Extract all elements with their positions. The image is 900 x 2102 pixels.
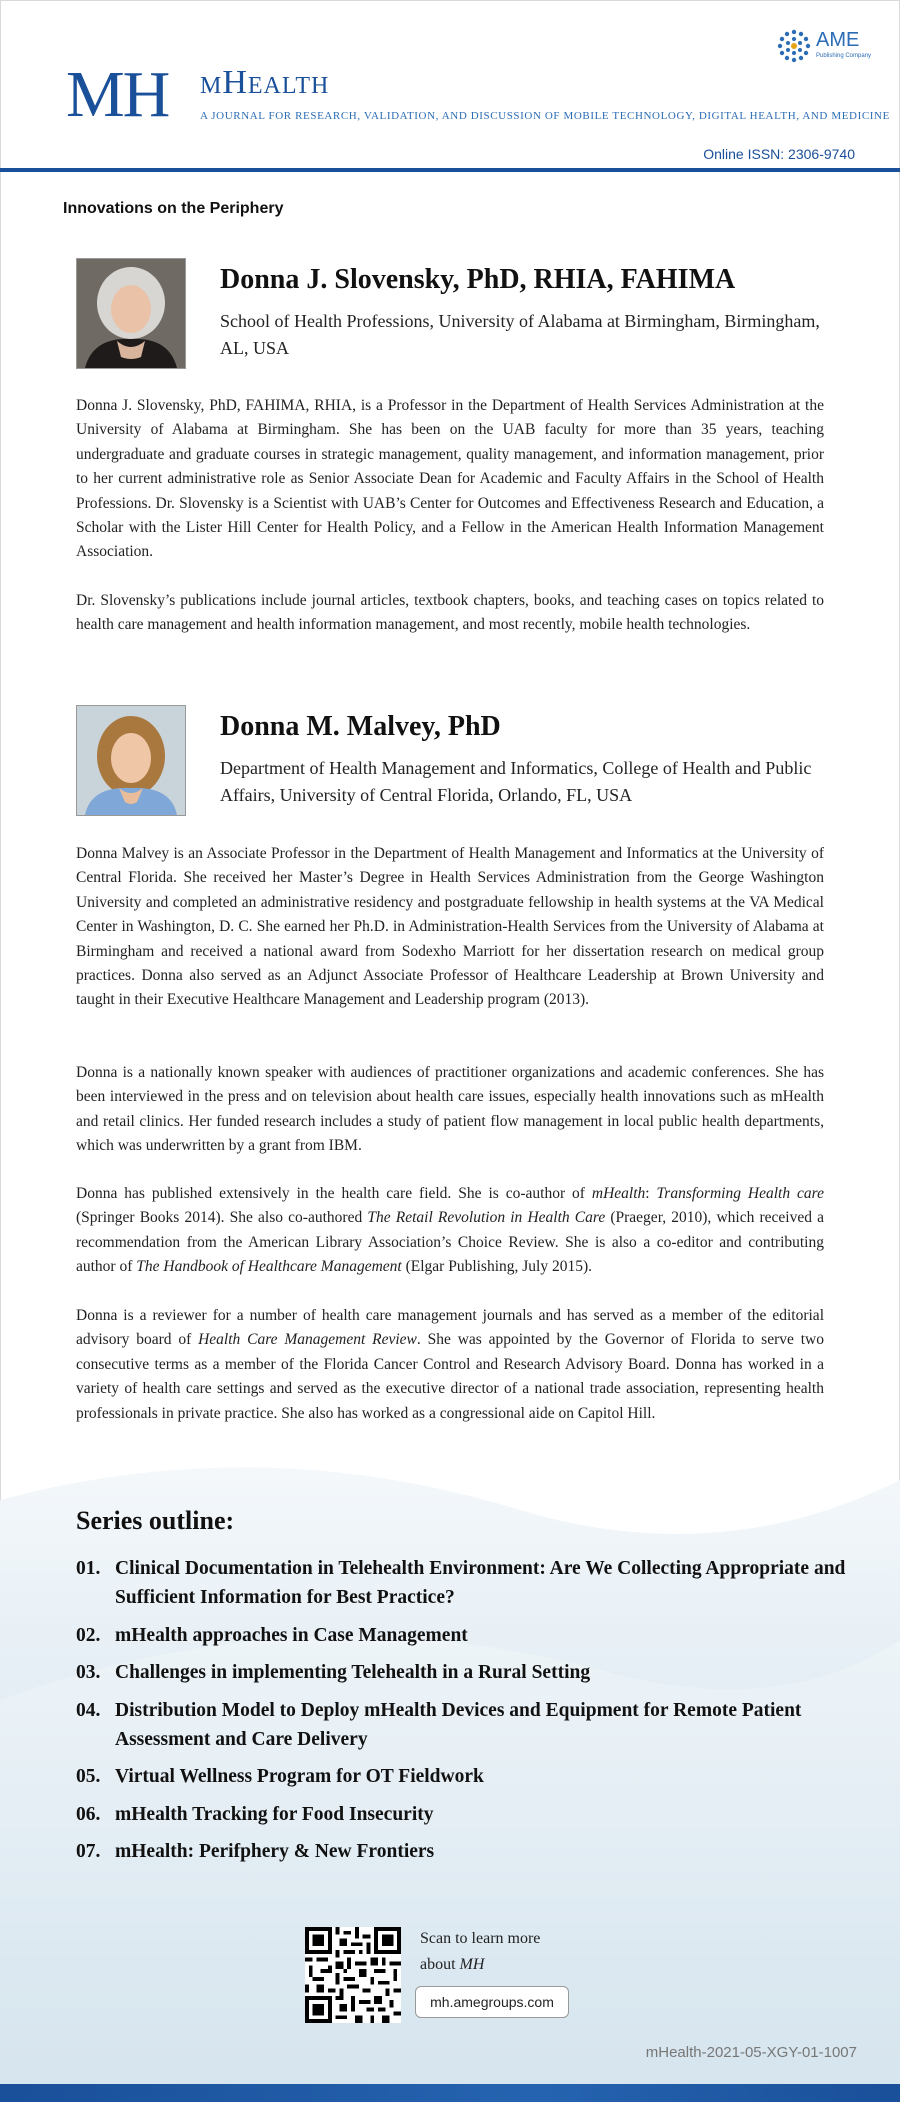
- document-code: mHealth-2021-05-XGY-01-1007: [645, 2044, 857, 2061]
- qr-code-icon[interactable]: [305, 1927, 401, 2023]
- author-affiliation: School of Health Professions, University of Alabama at Birmingham, Birmingham, AL, USA: [220, 311, 820, 358]
- journal-subtitle: A JOURNAL FOR RESEARCH, VALIDATION, AND DISCUSSION OF MOBILE TECHNOLOGY, DIGITAL HEALTH, AND MEDICINE: [200, 110, 890, 122]
- outline-number: 03.: [76, 1662, 101, 1683]
- outline-item: [76, 1800, 856, 1829]
- author-photo-malvey: [76, 705, 186, 816]
- author-bio-paragraph: Donna is a nationally known speaker with audiences of practitioner organizations and academic conferences. She has been interviewed in the press and on television about health care issues, especially health innovations such as mHealth and retail clinics. Her funded research includes a study of patient flow management in local public health departments, which was underwritten by a grant from IBM.: [76, 1064, 824, 1155]
- ame-publisher-logo: [776, 28, 872, 64]
- series-outline-title: Series outline:: [76, 1506, 235, 1535]
- outline-item: [76, 1621, 856, 1650]
- outline-item: [76, 1554, 856, 1612]
- outline-item: [76, 1658, 856, 1687]
- journal-header: [0, 0, 900, 172]
- outline-title: mHealth approaches in Case Management: [115, 1624, 468, 1646]
- outline-title: Clinical Documentation in Telehealth Environment: Are We Collecting Appropriate and Sufficient Information for Best Practice?: [115, 1558, 846, 1608]
- ame-tagline: Publishing Company: [816, 53, 872, 59]
- outline-number: 04.: [76, 1699, 101, 1721]
- outline-title: Virtual Wellness Program for OT Fieldwork: [115, 1766, 484, 1787]
- outline-title: Challenges in implementing Telehealth in a Rural Setting: [115, 1662, 591, 1683]
- author-name: Donna M. Malvey, PhD: [220, 711, 501, 742]
- author-bio-paragraph: Donna has published extensively in the health care field. She is co-author of mHealth: Transforming Health care (Springer Books 2014). She also co-authored The Retail Revolution in Health Care (Praeger, 2010), which received a recommendation from the American Library Association’s Choice Review. She is also a co-editor and contributing author of The Handbook of Healthcare Management (Elgar Publishing, July 2015).: [76, 1185, 824, 1276]
- author-bio-paragraph: Donna Malvey is an Associate Professor in the Department of Health Management and Informatics at the University of Central Florida. She received her Master’s Degree in Health Services Administration from the George Washington University and completed an administrative residency and postgraduate fellowship in health systems at the VA Medical Center in Washington, D. C. She earned her Ph.D. in Administration-Health Services from the University of Alabama at Birmingham and received a national award from Sodexho Marriott for her dissertation research on medical group practices. Donna also served as an Adjunct Associate Professor of Healthcare Leadership at Brown University and taught in their Executive Healthcare Management and Leadership program (2013).: [76, 845, 824, 1009]
- outline-title: mHealth Tracking for Food Insecurity: [115, 1803, 434, 1825]
- series-outline-list: [76, 1554, 856, 1875]
- ame-dots-icon: [776, 28, 812, 64]
- outline-item: [76, 1696, 856, 1754]
- outline-item: [76, 1837, 856, 1866]
- series-name: Innovations on the Periphery: [63, 200, 284, 217]
- ame-wordmark: AME: [816, 29, 860, 51]
- scan-prompt: Scan to learn more about MH: [420, 1930, 541, 1973]
- author-affiliation: Department of Health Management and Informatics, College of Health and Public Affairs, University of Central Florida, Orlando, FL, USA: [220, 758, 812, 805]
- journal-url-button[interactable]: mh.amegroups.com: [415, 1986, 569, 2018]
- journal-name: mHealth: [200, 64, 330, 101]
- bottom-bar: [0, 2084, 900, 2102]
- header-divider: [0, 168, 900, 172]
- outline-number: 07.: [76, 1841, 101, 1862]
- outline-title: mHealth: Perifphery & New Frontiers: [115, 1841, 435, 1862]
- mh-logo: MH: [66, 58, 169, 131]
- portrait-icon: [77, 259, 185, 368]
- outline-number: 06.: [76, 1803, 101, 1825]
- online-issn: Online ISSN: 2306-9740: [703, 146, 855, 162]
- outline-number: 01.: [76, 1558, 101, 1579]
- outline-number: 05.: [76, 1766, 101, 1787]
- author-bio-paragraph: Dr. Slovensky’s publications include journal articles, textbook chapters, books, and teaching cases on topics related to health care management and health information management, and most recently, mobile health technologies.: [76, 592, 824, 634]
- portrait-icon: [77, 706, 185, 815]
- author-photo-slovensky: [76, 258, 186, 369]
- outline-title: Distribution Model to Deploy mHealth Devices and Equipment for Remote Patient Assessment and Care Delivery: [115, 1699, 802, 1750]
- author-bio-paragraph: Donna J. Slovensky, PhD, FAHIMA, RHIA, is a Professor in the Department of Health Services Administration at the University of Alabama at Birmingham. She has been on the UAB faculty for more than 35 years, teaching undergraduate and graduate courses in strategic management, quality management, and information management, prior to her current administrative role as Senior Associate Dean for Academic and Faculty Affairs in the School of Health Professions. Dr. Slovensky is a Scientist with UAB’s Center for Outcomes and Effectiveness Research and Education, a Scholar with the Lister Hill Center for Health Policy, and a Fellow in the American Health Information Management Association.: [76, 397, 824, 561]
- author-bio-paragraph: Donna is a reviewer for a number of health care management journals and has served as a member of the editorial advisory board of Health Care Management Review. She was appointed by the Governor of Florida to serve two consecutive terms as a member of the Florida Cancer Control and Research Advisory Board. Donna has worked in a variety of health care settings and served as the executive director of a national trade association, representing health professionals in private practice. She also has worked as a congressional aide on Capitol Hill.: [76, 1307, 824, 1422]
- outline-item: [76, 1762, 856, 1791]
- author-name: Donna J. Slovensky, PhD, RHIA, FAHIMA: [220, 264, 736, 295]
- outline-number: 02.: [76, 1624, 101, 1646]
